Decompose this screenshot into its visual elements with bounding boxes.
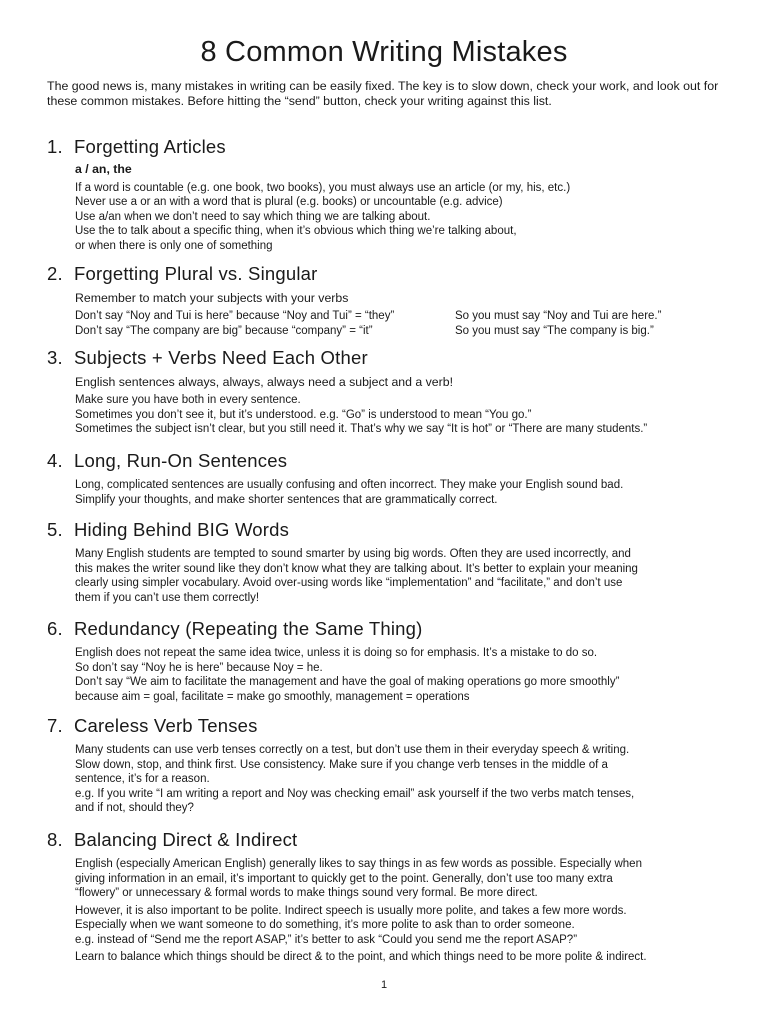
body-line: However, it is also important to be polite. Indirect speech is usually more polite, and takes a few more words. [75, 904, 627, 917]
body-line: If a word is countable (e.g. one book, two books), you must always use an article (or my, his, etc.) [75, 181, 571, 194]
section-heading [47, 450, 768, 472]
body-line: English does not repeat the same idea twice, unless it is doing so for emphasis. It’s a mistake to do so. [75, 647, 598, 659]
body-line: giving information in an email, it’s important to quickly get to the point. Generally, don’t use too many extra [75, 872, 613, 885]
must-say: So you must say “The company is big.” [455, 324, 654, 337]
section-title: Redundancy (Repeating the Same Thing) [74, 618, 423, 639]
body-line: them if you can’t use them correctly! [75, 591, 260, 604]
example-row [75, 309, 735, 324]
section-heading [47, 715, 768, 737]
section-heading [47, 347, 768, 369]
section-number: 7. [47, 715, 63, 736]
body-line: Don’t say “We aim to facilitate the management and have the goal of making operations go more smoothly” [75, 676, 620, 688]
section-heading [47, 618, 768, 640]
section-number: 3. [47, 347, 63, 368]
body-line: So don’t say “Noy he is here” because Noy = he. [75, 661, 323, 674]
page-title: 8 Common Writing Mistakes [200, 36, 568, 68]
dont-say: Don’t say “Noy and Tui is here” because “Noy and Tui” = “they” [75, 310, 395, 322]
section-heading [47, 829, 768, 851]
body-line: Sometimes you don’t see it, but it’s understood. e.g. “Go” is understood to mean “You go.” [75, 408, 532, 421]
must-say: So you must say “Noy and Tui are here.” [455, 310, 662, 322]
body-line: because aim = goal, facilitate = make go smoothly, management = operations [75, 690, 470, 703]
section-2 [0, 263, 768, 338]
body-line: Sometimes the subject isn’t clear, but you still need it. That’s why we say “It is hot” or “There are many students.” [75, 423, 648, 435]
body-line: sentence, it’s for a reason. [75, 773, 210, 785]
body-line: or when there is only one of something [75, 239, 273, 252]
body-line: Many students can use verb tenses correctly on a test, but don’t use them in their everyday speech & writing. [75, 744, 630, 756]
body-line: Long, complicated sentences are usually confusing and often incorrect. They make your English sound bad. [75, 479, 624, 491]
section-title: Careless Verb Tenses [74, 715, 258, 736]
section-heading [47, 519, 768, 541]
example-row [75, 324, 735, 339]
section-heading [47, 263, 768, 285]
section-1 [0, 136, 768, 253]
section-title: Forgetting Plural vs. Singular [74, 263, 318, 284]
body-line: clearly using simpler vocabulary. Avoid over-using words like “implementation” and “facilitate,” and don’t use [75, 577, 623, 589]
section-number: 6. [47, 618, 63, 639]
body-line: Never use a or an with a word that is plural (e.g. books) or uncountable (e.g. advice) [75, 196, 503, 208]
intro-paragraph: The good news is, many mistakes in writing can be easily fixed. The key is to slow down, check your work, and look out for these common mistakes. Before hitting the “send” button, check your writing against this list. [47, 79, 719, 108]
body-line: Simplify your thoughts, and make shorter sentences that are grammatically correct. [75, 493, 498, 506]
section-number: 8. [47, 829, 63, 850]
body-line: “flowery” or unnecessary & formal words to make things sound very formal. Be more direct. [75, 887, 538, 899]
body-line: Use the to talk about a specific thing, when it’s obvious which thing we’re talking about, [75, 225, 517, 237]
section-5 [0, 519, 768, 605]
section-3 [0, 347, 768, 437]
section-title: Balancing Direct & Indirect [74, 829, 298, 850]
body-line: this makes the writer sound like they don’t know what they are talking about. It’s better to explain your meaning [75, 562, 638, 575]
section-title: Subjects + Verbs Need Each Other [74, 347, 368, 368]
section-lead: English sentences always, always, always need a subject and a verb! [75, 375, 453, 389]
body-line: Make sure you have both in every sentence. [75, 394, 301, 406]
section-7 [0, 715, 768, 816]
dont-say: Don’t say “The company are big” because “company” = “it” [75, 324, 373, 337]
section-subheading: a / an, the [75, 162, 132, 176]
section-number: 4. [47, 450, 63, 471]
section-heading [47, 136, 768, 158]
section-8 [0, 829, 768, 965]
body-line: e.g. instead of “Send me the report ASAP,” it’s better to ask “Could you send me the report ASAP?” [75, 933, 578, 946]
body-line: Slow down, stop, and think first. Use consistency. Make sure if you change verb tenses in the middle of a [75, 758, 608, 771]
body-line: Many English students are tempted to sound smarter by using big words. Often they are used incorrectly, and [75, 548, 631, 560]
body-line: e.g. If you write “I am writing a report and Noy was checking email” ask yourself if the two verbs match tenses, [75, 787, 635, 800]
section-6 [0, 618, 768, 704]
section-number: 2. [47, 263, 63, 284]
section-title: Hiding Behind BIG Words [74, 519, 290, 540]
body-line: Learn to balance which things should be direct & to the point, and which things need to be more polite & indirect. [75, 951, 647, 963]
body-line: Especially when we want someone to do something, it’s more polite to ask than to order someone. [75, 919, 575, 931]
page-number: 1 [380, 979, 388, 991]
section-4 [0, 450, 768, 507]
body-line: English (especially American English) generally likes to say things in as few words as possible. Especially when [75, 858, 642, 870]
section-number: 1. [47, 136, 63, 157]
section-lead: Remember to match your subjects with your verbs [75, 291, 349, 305]
body-line: Use a/an when we don’t need to say which thing we are talking about. [75, 210, 431, 223]
section-title: Long, Run-On Sentences [74, 450, 288, 471]
section-title: Forgetting Articles [74, 136, 226, 157]
section-number: 5. [47, 519, 63, 540]
body-line: and if not, should they? [75, 802, 194, 814]
